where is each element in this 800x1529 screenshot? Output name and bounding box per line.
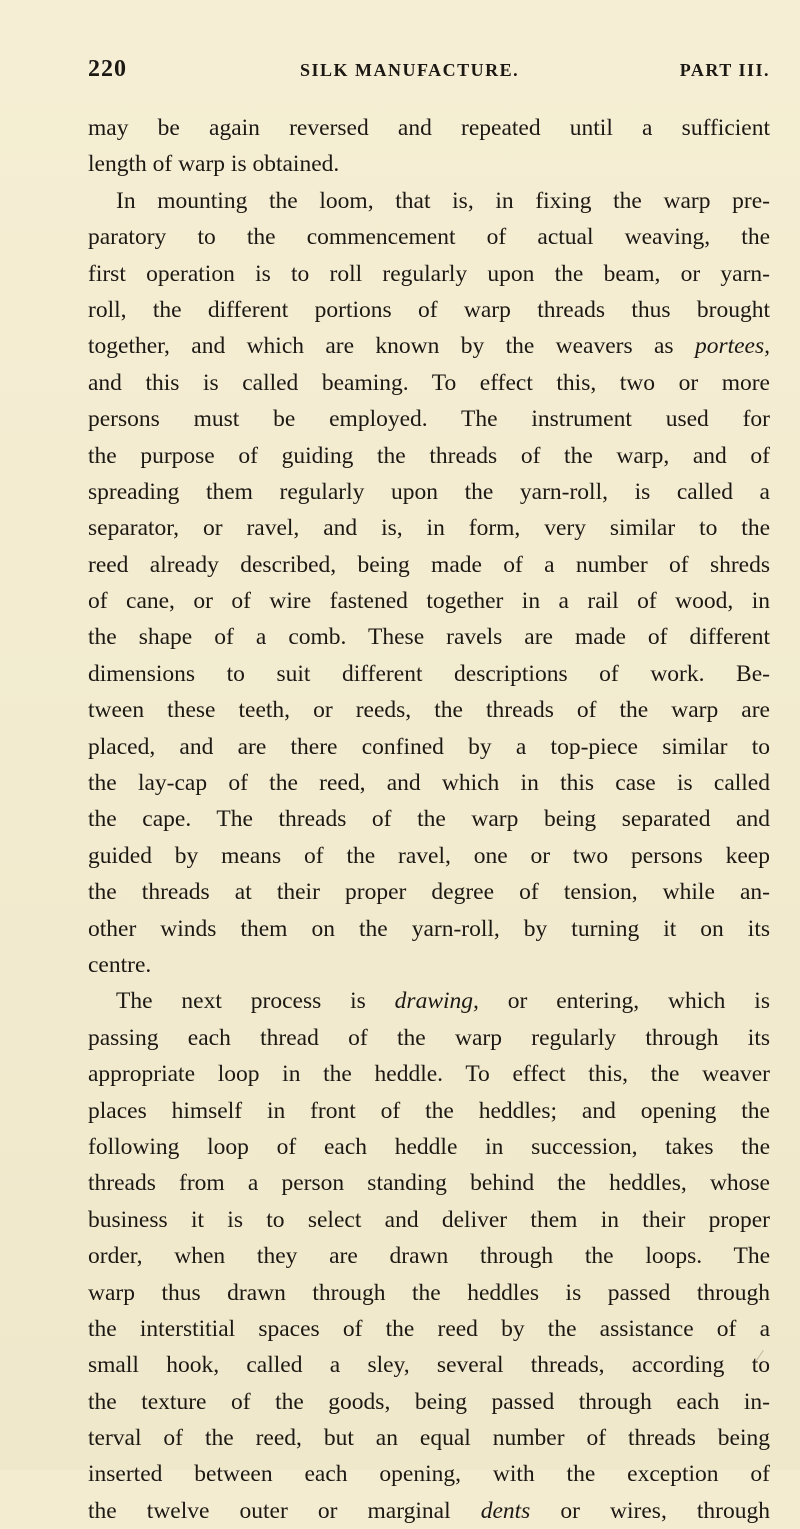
text-segment: dimensions to suit different descriptions of work. Be-	[88, 660, 770, 687]
text-line	[88, 1493, 770, 1529]
text-line	[88, 510, 770, 546]
text-line	[88, 1165, 770, 1201]
text-segment: the lay-cap of the reed, and which in this case is called	[88, 770, 770, 797]
text-segment: inserted between each opening, with the exception of	[88, 1461, 770, 1488]
text-segment: or wires, through	[530, 1497, 770, 1524]
text-segment: small hook, called a sley, several threads, according to	[88, 1352, 770, 1379]
text-segment: length of warp is obtained.	[88, 151, 340, 178]
text-line	[88, 401, 770, 437]
text-segment: first operation is to roll regularly upon the beam, or yarn-	[88, 260, 770, 287]
text-segment: business it is to select and deliver them in their proper	[88, 1206, 770, 1233]
text-line	[88, 1093, 770, 1129]
text-line	[88, 1129, 770, 1165]
text-line	[88, 947, 770, 983]
text-segment: the interstitial spaces of the reed by the assistance of a	[88, 1315, 770, 1342]
body-text	[88, 110, 770, 1529]
text-line	[88, 365, 770, 401]
text-segment: the purpose of guiding the threads of the warp, and of	[88, 442, 770, 469]
page-header	[88, 56, 770, 96]
text-segment: roll, the different portions of warp threads thus brought	[88, 296, 770, 323]
text-line	[88, 547, 770, 583]
text-segment: In mounting the loom, that is, in fixing the warp pre-	[116, 187, 770, 214]
text-segment: reed already described, being made of a number of shreds	[88, 551, 770, 578]
text-segment: of cane, or of wire fastened together in a rail of wood, in	[88, 588, 770, 615]
text-line	[88, 1456, 770, 1492]
text-segment: appropriate loop in the heddle. To effect this, the weaver	[88, 1061, 770, 1088]
text-line	[88, 110, 770, 146]
text-line	[88, 256, 770, 292]
text-line	[88, 1056, 770, 1092]
text-segment: the texture of the goods, being passed through each in-	[88, 1388, 770, 1415]
text-line	[88, 1311, 770, 1347]
text-segment: the twelve outer or marginal	[88, 1497, 481, 1524]
text-line	[88, 583, 770, 619]
text-segment: places himself in front of the heddles; and opening the	[88, 1097, 770, 1124]
text-line	[88, 474, 770, 510]
text-line	[88, 292, 770, 328]
text-segment: following loop of each heddle in succession, takes the	[88, 1133, 770, 1160]
text-line	[88, 1202, 770, 1238]
text-segment: guided by means of the ravel, one or two persons keep	[88, 842, 770, 869]
italic-term: dents	[480, 1497, 531, 1524]
italic-term: portees,	[694, 333, 770, 360]
text-segment: spreading them regularly upon the yarn-roll, is called a	[88, 478, 770, 505]
text-segment: placed, and are there confined by a top-piece similar to	[88, 733, 770, 760]
italic-term: drawing,	[394, 988, 479, 1015]
text-line	[88, 729, 770, 765]
text-segment: the cape. The threads of the warp being separated and	[88, 806, 770, 833]
text-line	[88, 219, 770, 255]
text-segment: centre.	[88, 951, 152, 978]
text-line	[88, 619, 770, 655]
text-line	[88, 983, 770, 1019]
text-segment: paratory to the commencement of actual weaving, the	[88, 224, 770, 251]
running-title: SILK MANUFACTURE.	[300, 60, 520, 80]
page-number: 220	[88, 56, 127, 82]
text-segment: threads from a person standing behind the heddles, whose	[88, 1170, 770, 1197]
text-line	[88, 1275, 770, 1311]
text-line	[88, 438, 770, 474]
text-segment: tween these teeth, or reeds, the threads of the warp are	[88, 697, 770, 724]
text-segment: persons must be employed. The instrument used for	[88, 406, 770, 433]
text-line	[88, 183, 770, 219]
text-line	[88, 692, 770, 728]
text-segment: or entering, which is	[478, 988, 770, 1015]
text-line	[88, 1238, 770, 1274]
text-segment: may be again reversed and repeated until a sufficient	[88, 115, 770, 141]
text-line	[88, 146, 770, 182]
text-segment: order, when they are drawn through the loops. The	[88, 1243, 770, 1270]
text-segment: warp thus drawn through the heddles is passed through	[88, 1279, 770, 1306]
text-line	[88, 911, 770, 947]
part-label: PART III.	[679, 60, 770, 80]
text-line	[88, 1347, 770, 1383]
text-segment: and this is called beaming. To effect this, two or more	[88, 369, 770, 396]
text-line	[88, 1384, 770, 1420]
text-segment: The next process is	[116, 988, 395, 1015]
text-segment: other winds them on the yarn-roll, by turning it on its	[88, 915, 770, 942]
text-line	[88, 656, 770, 692]
text-segment: passing each thread of the warp regularly through its	[88, 1024, 770, 1051]
text-line	[88, 328, 770, 364]
text-segment: the threads at their proper degree of tension, while an-	[88, 879, 770, 906]
text-line	[88, 874, 770, 910]
text-line	[88, 838, 770, 874]
text-line	[88, 1020, 770, 1056]
text-segment: terval of the reed, but an equal number of threads being	[88, 1425, 770, 1452]
text-line	[88, 801, 770, 837]
text-segment: together, and which are known by the weavers as	[88, 333, 695, 360]
text-line	[88, 1420, 770, 1456]
text-segment: the shape of a comb. These ravels are made of different	[88, 624, 770, 651]
text-line	[88, 765, 770, 801]
text-segment: separator, or ravel, and is, in form, very similar to the	[88, 515, 770, 542]
